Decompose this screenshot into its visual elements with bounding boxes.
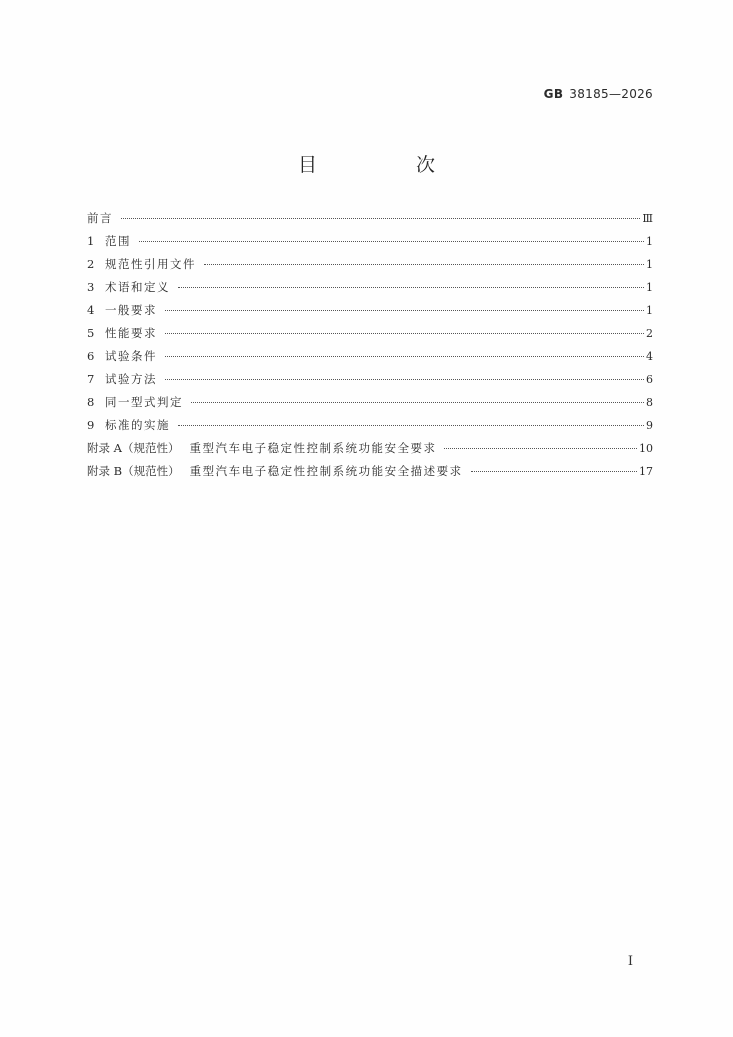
toc-entry-8[interactable] bbox=[87, 391, 653, 414]
toc-entry-3[interactable] bbox=[87, 276, 653, 299]
toc-entry-foreword[interactable] bbox=[87, 207, 653, 230]
toc-entry-annex-prefix: 附录 B（规范性） bbox=[87, 464, 180, 478]
dot-leader bbox=[121, 218, 640, 219]
toc-entry-6[interactable] bbox=[87, 345, 653, 368]
toc-entry-label: 试验条件 bbox=[105, 349, 157, 363]
dot-leader bbox=[178, 287, 644, 288]
toc-entry-page: 1 bbox=[646, 258, 653, 271]
toc-entry-annex-b[interactable] bbox=[87, 460, 653, 483]
standard-code bbox=[544, 87, 653, 101]
toc-entry-7[interactable] bbox=[87, 368, 653, 391]
standard-number: 38185—2026 bbox=[569, 87, 653, 101]
toc-entry-9[interactable] bbox=[87, 414, 653, 437]
toc-entry-page: 17 bbox=[639, 465, 653, 478]
toc-entry-5[interactable] bbox=[87, 322, 653, 345]
toc-entry-label: 同一型式判定 bbox=[105, 395, 183, 409]
dot-leader bbox=[471, 471, 637, 472]
toc-entry-number: 1 bbox=[87, 234, 95, 248]
toc-entry-page: 2 bbox=[646, 327, 653, 340]
dot-leader bbox=[165, 333, 644, 334]
toc-entry-number: 5 bbox=[87, 326, 95, 340]
toc-entry-page: 9 bbox=[646, 419, 653, 432]
dot-leader bbox=[165, 379, 644, 380]
dot-leader bbox=[204, 264, 644, 265]
toc-entry-number: 4 bbox=[87, 303, 95, 317]
dot-leader bbox=[165, 356, 644, 357]
toc-entry-2[interactable] bbox=[87, 253, 653, 276]
toc-entry-label: 术语和定义 bbox=[105, 280, 170, 294]
toc-entry-page: 4 bbox=[646, 350, 653, 363]
toc-entry-page: Ⅲ bbox=[642, 212, 653, 225]
page-number: I bbox=[627, 954, 633, 969]
toc-entry-number: 6 bbox=[87, 349, 95, 363]
toc-entry-number: 3 bbox=[87, 280, 95, 294]
dot-leader bbox=[178, 425, 644, 426]
dot-leader bbox=[165, 310, 644, 311]
toc-entry-label: 标准的实施 bbox=[105, 418, 170, 432]
toc-entry-label: 一般要求 bbox=[105, 303, 157, 317]
toc-entry-number: 8 bbox=[87, 395, 95, 409]
toc-entry-label: 试验方法 bbox=[105, 372, 157, 386]
toc-entry-number: 7 bbox=[87, 372, 95, 386]
toc-entry-page: 1 bbox=[646, 281, 653, 294]
toc-entry-number: 9 bbox=[87, 418, 95, 432]
toc-entry-annex-prefix: 附录 A（规范性） bbox=[87, 441, 180, 455]
dot-leader bbox=[444, 448, 637, 449]
toc-entry-label: 重型汽车电子稳定性控制系统功能安全要求 bbox=[189, 441, 437, 455]
toc-entry-4[interactable] bbox=[87, 299, 653, 322]
toc-entry-1[interactable] bbox=[87, 230, 653, 253]
toc-entry-label: 前言 bbox=[87, 211, 113, 225]
toc-entry-label: 范围 bbox=[105, 234, 131, 248]
toc-entry-number: 2 bbox=[87, 257, 95, 271]
toc-entry-label: 规范性引用文件 bbox=[105, 257, 196, 271]
toc-title: 目 次 bbox=[297, 154, 475, 176]
toc-entry-page: 6 bbox=[646, 373, 653, 386]
standard-prefix: GB bbox=[543, 87, 564, 101]
toc-entry-annex-a[interactable] bbox=[87, 437, 653, 460]
toc-entry-page: 8 bbox=[646, 396, 653, 409]
table-of-contents bbox=[87, 207, 653, 483]
toc-entry-page: 1 bbox=[646, 235, 653, 248]
toc-entry-label: 重型汽车电子稳定性控制系统功能安全描述要求 bbox=[189, 464, 463, 478]
dot-leader bbox=[139, 241, 644, 242]
toc-entry-page: 10 bbox=[639, 442, 653, 455]
toc-entry-label: 性能要求 bbox=[105, 326, 157, 340]
toc-entry-page: 1 bbox=[646, 304, 653, 317]
dot-leader bbox=[191, 402, 644, 403]
